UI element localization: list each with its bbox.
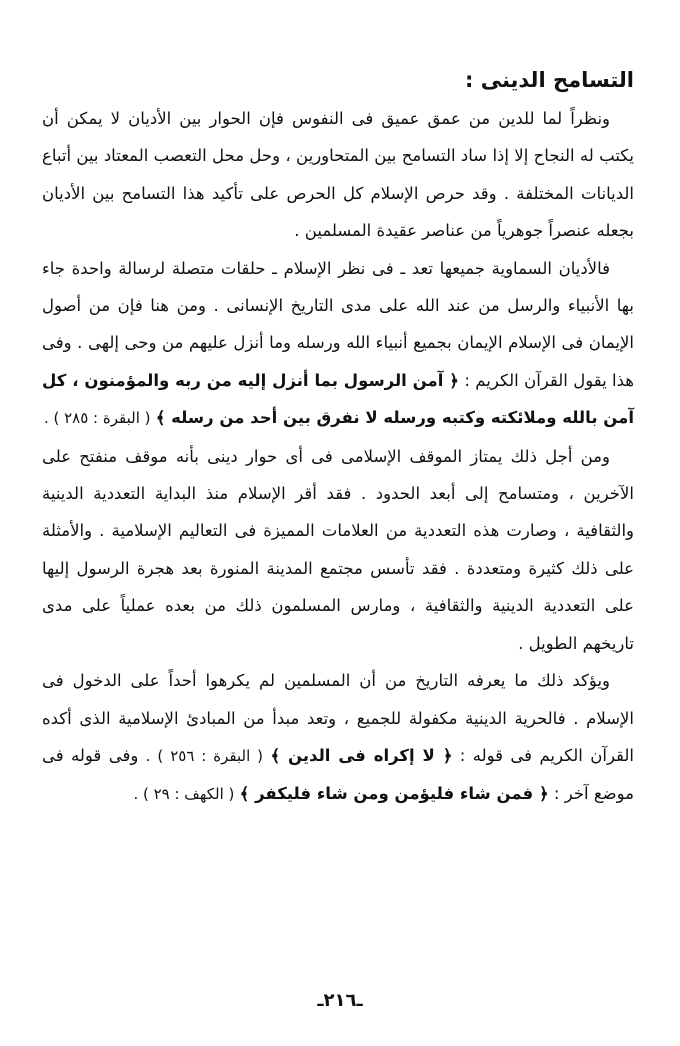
section-heading: التسامح الدينى : xyxy=(465,68,634,92)
paragraph-4-text: ويؤكد ذلك ما يعرفه التاريخ من أن المسلمين لم يكرهوا أحداً على الدخول فى الإسلام . فالحرية الدينية مكفولة للجميع ، وتعد مبدأ من المبادئ الإسلامية الذى أكده القرآن الكريم فى قوله : xyxy=(42,671,635,765)
quran-reference: ( الكهف : ٢٩ ) . xyxy=(133,785,235,804)
quran-quote: ﴿ لا إكراه فى الدين ﴾ xyxy=(270,745,453,765)
paragraph-4-text-continued: وفى قوله فى موضع آخر : xyxy=(42,745,634,804)
paragraph-3 xyxy=(42,438,634,662)
quran-quote: ﴿ فمن شاء فليؤمن ومن شاء فليكفر ﴾ xyxy=(239,784,549,804)
paragraph-1-text: ونظراً لما للدين من عمق عميق فى النفوس فإن الحوار بين الأديان لا يمكن أن يكتب له النجاح إلا إذا ساد التسامح بين المتحاورين ، وحل محل التعصب المعتاد بين أتباع الديانات المختلفة . وقد حرص الإسلام كل الحرص على تأكيد هذا التسامح بين الأديان بجعله عنصراً جوهرياً من عناصر عقيدة المسلمين . xyxy=(42,109,634,241)
page-number: ـ٢١٦ـ xyxy=(317,990,363,1011)
quran-quote: ﴿ آمن الرسول بما أنزل إليه من ربه والمؤمنون ، كل آمن بالله وملائكته وكتبه ورسله لا نفرق بين أحد من رسله ﴾ xyxy=(42,370,634,428)
paragraph-2 xyxy=(42,250,634,438)
paragraph-2-text: فالأديان السماوية جميعها تعد ـ فى نظر الإسلام ـ حلقات متصلة لرسالة واحدة جاء بها الأنبياء والرسل من عند الله على مدى التاريخ الإنسانى . ومن هنا فإن من أصول الإيمان فى الإسلام الإيمان بجميع أنبياء الله ورسله وما أنزل عليهم من وحى إلهى . وفى هذا يقول القرآن الكريم : xyxy=(42,258,634,390)
quran-reference: ( البقرة : ٢٨٥ ) . xyxy=(43,409,151,428)
paragraph-4 xyxy=(42,662,634,814)
paragraph-3-text: ومن أجل ذلك يمتاز الموقف الإسلامى فى أى حوار دينى بأنه موقف منفتح على الآخرين ، ومتسامح إلى أبعد الحدود . فقد أقر الإسلام منذ البداية التعددية الدينية والثقافية ، وصارت هذه التعددية من العلامات المميزة فى التعاليم الإسلامية . والأمثلة على ذلك كثيرة ومتعددة . فقد تأسس مجتمع المدينة المنورة بعد هجرة الرسول إليها على التعددية الدينية والثقافية ، ومارس المسلمون ذلك من بعده عملياً على مدى تاريخهم الطويل . xyxy=(42,446,634,653)
quran-reference: ( البقرة : ٢٥٦ ) . xyxy=(145,746,264,765)
paragraph-1 xyxy=(42,100,634,250)
